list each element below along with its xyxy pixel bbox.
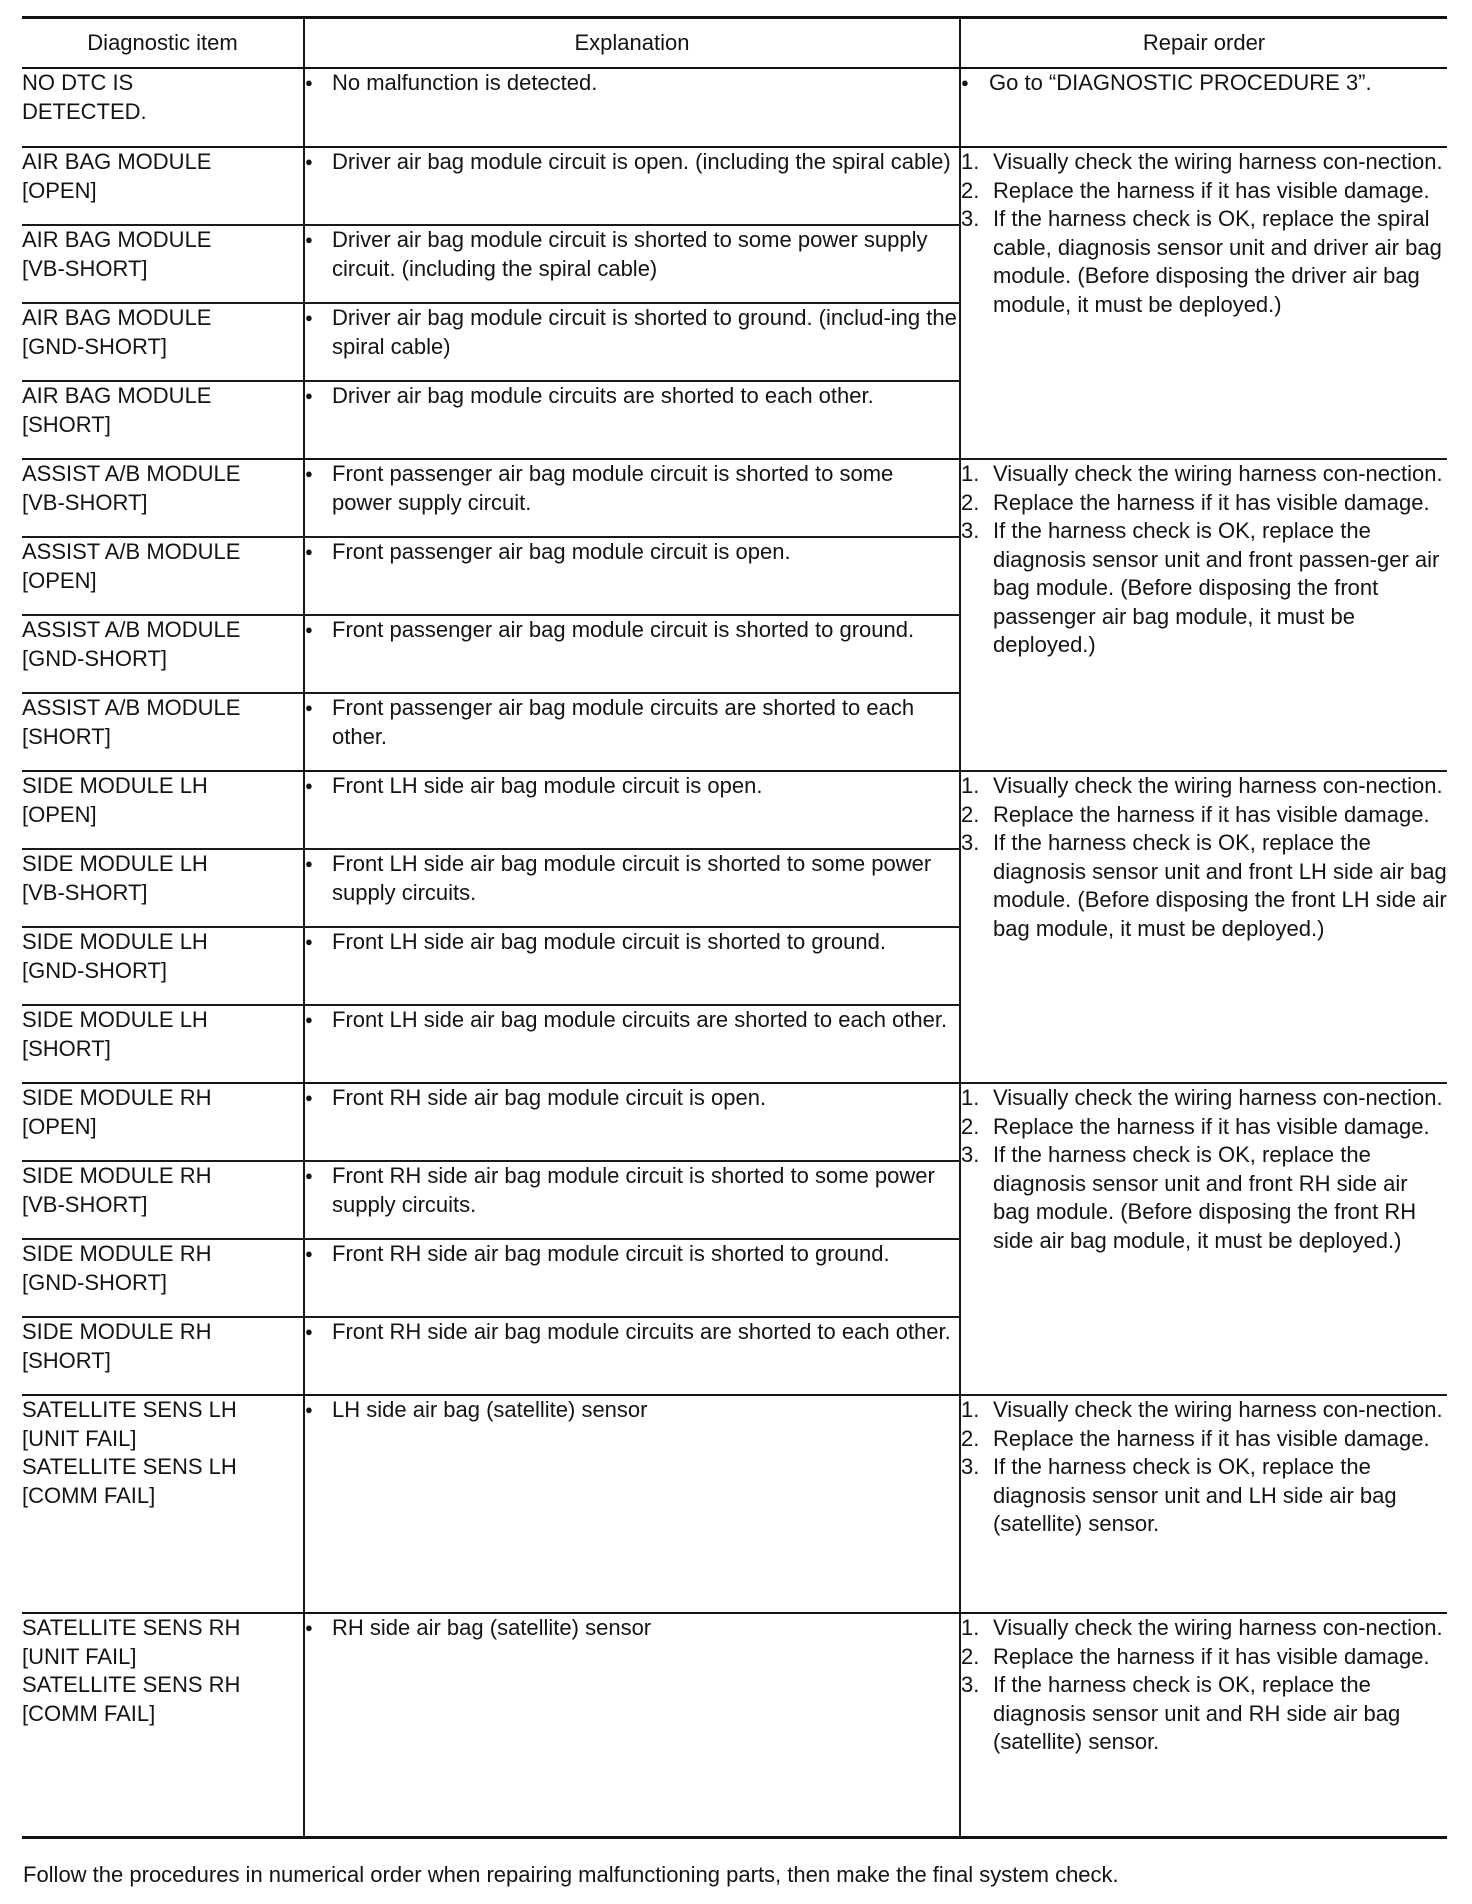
item-line: [UNIT FAIL] [22, 1425, 137, 1451]
item-line: NO DTC IS [22, 70, 134, 95]
table-row [22, 459, 1447, 537]
repair-step [961, 1453, 1447, 1539]
explanation-text: ● No malfunction is detected. [305, 69, 959, 98]
step-text: Visually check the wiring harness con-nection. [993, 149, 1443, 174]
repair-step [961, 517, 1447, 660]
step-number: 2. [961, 489, 980, 515]
explanation-cell [304, 1083, 960, 1161]
repair-step [961, 829, 1447, 943]
step-number: 2. [961, 801, 980, 827]
step-number: 3. [961, 1142, 980, 1167]
explanation-cell [304, 693, 960, 771]
step-number: 1. [961, 773, 980, 798]
explanation-text: ● Front passenger air bag module circuit is shorted to ground. [305, 616, 959, 645]
step-text: If the harness check is OK, replace the spiral cable, diagnosis sensor unit and driver air bag module. (Before disposing the driver air bag module, it must be deployed.) [993, 206, 1442, 317]
explanation-text: ● LH side air bag (satellite) sensor [305, 1396, 959, 1425]
explanation-cell [304, 68, 960, 147]
step-number: 3. [961, 1672, 980, 1697]
step-text: Replace the harness if it has visible damage. [993, 801, 1430, 827]
explanation-text: ● Front LH side air bag module circuits are shorted to each other. [305, 1006, 959, 1035]
repair-step [961, 148, 1447, 177]
explanation-cell [304, 1005, 960, 1083]
table-header-row [22, 18, 1447, 69]
explanation-text: ● Front RH side air bag module circuit is shorted to ground. [305, 1240, 959, 1269]
explanation-text: ● Front passenger air bag module circuit is shorted to some power supply circuit. [305, 460, 959, 517]
diagnostic-item [22, 1317, 304, 1395]
step-text: If the harness check is OK, replace the diagnosis sensor unit and front RH side air bag module. (Before disposing the front RH side air bag module, it must be deployed.) [993, 1142, 1417, 1253]
table-row [22, 1613, 1447, 1838]
step-text: Visually check the wiring harness con-nection. [993, 1085, 1443, 1110]
explanation-text: ● Front RH side air bag module circuits are shorted to each other. [305, 1318, 959, 1347]
item-line: AIR BAG MODULE [22, 305, 212, 330]
repair-text: ● Go to “DIAGNOSTIC PROCEDURE 3”. [961, 69, 1447, 98]
step-text: Replace the harness if it has visible damage. [993, 1643, 1430, 1669]
repair-step [961, 1113, 1447, 1142]
diagnostic-item [22, 381, 304, 459]
item-line: [GND-SHORT] [22, 645, 168, 671]
repair-steps [961, 1396, 1447, 1539]
step-number: 3. [961, 830, 980, 855]
item-line: SIDE MODULE RH [22, 1085, 212, 1110]
repair-step [961, 205, 1447, 319]
item-line: [SHORT] [22, 723, 111, 749]
item-line: [OPEN] [22, 801, 97, 827]
step-text: Replace the harness if it has visible damage. [993, 1425, 1430, 1451]
item-line: ASSIST A/B MODULE [22, 695, 241, 720]
explanation-cell [304, 1161, 960, 1239]
repair-step [961, 1643, 1447, 1672]
repair-step [961, 1425, 1447, 1454]
item-line: [OPEN] [22, 1113, 97, 1139]
repair-steps [961, 1614, 1447, 1757]
diagnostic-item [22, 1395, 304, 1613]
table-row [22, 147, 1447, 225]
repair-steps [961, 772, 1447, 943]
diagnostic-item [22, 927, 304, 1005]
table-row [22, 771, 1447, 849]
repair-order-cell [960, 459, 1447, 771]
item-line: DETECTED. [22, 98, 147, 124]
diagnostic-item [22, 1161, 304, 1239]
table-row [22, 1395, 1447, 1613]
repair-order-cell [960, 147, 1447, 459]
step-text: Visually check the wiring harness con-nection. [993, 1615, 1443, 1640]
step-text: If the harness check is OK, replace the diagnosis sensor unit and RH side air bag (satellite) sensor. [993, 1672, 1401, 1754]
repair-step [961, 772, 1447, 801]
table-row [22, 68, 1447, 147]
explanation-cell [304, 771, 960, 849]
repair-order-cell [960, 771, 1447, 1083]
repair-step [961, 460, 1447, 489]
item-line: [VB-SHORT] [22, 489, 148, 515]
item-line: [COMM FAIL] [22, 1700, 156, 1726]
item-line: ASSIST A/B MODULE [22, 617, 241, 642]
step-text: If the harness check is OK, replace the diagnosis sensor unit and LH side air bag (satellite) sensor. [993, 1454, 1397, 1536]
item-line: SATELLITE SENS RH [22, 1615, 241, 1640]
explanation-cell [304, 459, 960, 537]
step-text: Visually check the wiring harness con-nection. [993, 1397, 1443, 1422]
repair-step [961, 1671, 1447, 1757]
item-line: SIDE MODULE RH [22, 1241, 212, 1266]
repair-step [961, 1141, 1447, 1255]
item-line: [GND-SHORT] [22, 333, 168, 359]
diagnostic-item [22, 771, 304, 849]
item-line: AIR BAG MODULE [22, 383, 212, 408]
repair-step [961, 177, 1447, 206]
explanation-cell [304, 225, 960, 303]
diagnostic-item [22, 1083, 304, 1161]
diagnostic-item [22, 615, 304, 693]
item-line: ASSIST A/B MODULE [22, 539, 241, 564]
diagnostic-item [22, 459, 304, 537]
explanation-cell [304, 303, 960, 381]
explanation-text: ● Driver air bag module circuits are shorted to each other. [305, 382, 959, 411]
item-line: AIR BAG MODULE [22, 149, 212, 174]
step-number: 2. [961, 177, 980, 203]
repair-order-cell [960, 68, 1447, 147]
explanation-cell [304, 1239, 960, 1317]
step-text: If the harness check is OK, replace the diagnosis sensor unit and front passen-ger air bag module. (Before disposing the front passenger air bag module, it must be deployed.) [993, 518, 1440, 657]
explanation-cell [304, 147, 960, 225]
step-text: Replace the harness if it has visible damage. [993, 177, 1430, 203]
header-explanation: Explanation [304, 18, 960, 69]
repair-step [961, 1396, 1447, 1425]
item-line: ASSIST A/B MODULE [22, 461, 241, 486]
explanation-cell [304, 927, 960, 1005]
repair-steps [961, 460, 1447, 660]
step-text: Replace the harness if it has visible damage. [993, 1113, 1430, 1139]
repair-step [961, 489, 1447, 518]
diagnostic-item [22, 537, 304, 615]
item-line: [GND-SHORT] [22, 1269, 168, 1295]
step-number: 1. [961, 149, 980, 174]
repair-order-cell [960, 1395, 1447, 1613]
item-line: SATELLITE SENS LH [22, 1397, 237, 1422]
explanation-text: ● Driver air bag module circuit is shorted to some power supply circuit. (including the spiral cable) [305, 226, 959, 283]
item-line: SIDE MODULE LH [22, 1007, 208, 1032]
step-number: 3. [961, 1454, 980, 1479]
item-line: AIR BAG MODULE [22, 227, 212, 252]
item-line: SIDE MODULE RH [22, 1319, 212, 1344]
header-diagnostic-item: Diagnostic item [22, 18, 304, 69]
explanation-text: ● Front passenger air bag module circuit is open. [305, 538, 959, 567]
item-line: [SHORT] [22, 411, 111, 437]
explanation-cell [304, 537, 960, 615]
item-line: [VB-SHORT] [22, 879, 148, 905]
step-text: If the harness check is OK, replace the diagnosis sensor unit and front LH side air bag module. (Before disposing the front LH side air bag module, it must be deployed.) [993, 830, 1447, 941]
explanation-text: ● Front RH side air bag module circuit is open. [305, 1084, 959, 1113]
item-line: [VB-SHORT] [22, 1191, 148, 1217]
step-number: 1. [961, 1615, 980, 1640]
step-number: 2. [961, 1113, 980, 1139]
diagnostic-item [22, 68, 304, 147]
step-number: 1. [961, 1085, 980, 1110]
explanation-text: ● Front passenger air bag module circuits are shorted to each other. [305, 694, 959, 751]
repair-step [961, 1084, 1447, 1113]
diagnostic-item [22, 849, 304, 927]
explanation-text: ● Front LH side air bag module circuit is shorted to ground. [305, 928, 959, 957]
item-line: [SHORT] [22, 1035, 111, 1061]
step-text: Visually check the wiring harness con-nection. [993, 461, 1443, 486]
item-line: [OPEN] [22, 567, 97, 593]
step-number: 3. [961, 206, 980, 231]
explanation-cell [304, 615, 960, 693]
explanation-cell [304, 849, 960, 927]
explanation-text: ● Front RH side air bag module circuit is shorted to some power supply circuits. [305, 1162, 959, 1219]
repair-order-cell [960, 1613, 1447, 1838]
explanation-text: ● Front LH side air bag module circuit is open. [305, 772, 959, 801]
item-line: [OPEN] [22, 177, 97, 203]
explanation-text: ● RH side air bag (satellite) sensor [305, 1614, 959, 1643]
step-text: Visually check the wiring harness con-nection. [993, 773, 1443, 798]
explanation-cell [304, 1317, 960, 1395]
explanation-cell [304, 381, 960, 459]
diagnostic-table [22, 16, 1447, 1839]
diagnostic-item [22, 1613, 304, 1838]
explanation-text: ● Front LH side air bag module circuit is shorted to some power supply circuits. [305, 850, 959, 907]
document [22, 16, 1447, 1888]
explanation-text: ● Driver air bag module circuit is shorted to ground. (includ-ing the spiral cable) [305, 304, 959, 361]
explanation-cell [304, 1613, 960, 1838]
step-number: 1. [961, 1397, 980, 1422]
diagnostic-item [22, 303, 304, 381]
step-text: Replace the harness if it has visible damage. [993, 489, 1430, 515]
item-line: SIDE MODULE LH [22, 851, 208, 876]
item-line: SIDE MODULE LH [22, 929, 208, 954]
step-number: 1. [961, 461, 980, 486]
item-line: [COMM FAIL] [22, 1482, 156, 1508]
table-row [22, 1083, 1447, 1161]
repair-step [961, 801, 1447, 830]
item-line: [SHORT] [22, 1347, 111, 1373]
step-number: 2. [961, 1425, 980, 1451]
item-line: SATELLITE SENS LH [22, 1454, 237, 1479]
repair-order-cell [960, 1083, 1447, 1395]
item-line: [VB-SHORT] [22, 255, 148, 281]
step-number: 3. [961, 518, 980, 543]
footnote: Follow the procedures in numerical order when repairing malfunctioning parts, then make the final system check. [23, 1862, 1119, 1887]
item-line: [UNIT FAIL] [22, 1643, 137, 1669]
item-line: SIDE MODULE RH [22, 1163, 212, 1188]
step-number: 2. [961, 1643, 980, 1669]
explanation-text: ● Driver air bag module circuit is open. (including the spiral cable) [305, 148, 959, 177]
repair-steps [961, 148, 1447, 319]
repair-steps [961, 1084, 1447, 1255]
item-line: [GND-SHORT] [22, 957, 168, 983]
diagnostic-item [22, 225, 304, 303]
diagnostic-item [22, 1239, 304, 1317]
header-repair-order: Repair order [960, 18, 1447, 69]
diagnostic-item [22, 1005, 304, 1083]
diagnostic-item [22, 147, 304, 225]
explanation-cell [304, 1395, 960, 1613]
item-line: SATELLITE SENS RH [22, 1672, 241, 1697]
repair-step [961, 1614, 1447, 1643]
diagnostic-item [22, 693, 304, 771]
item-line: SIDE MODULE LH [22, 773, 208, 798]
